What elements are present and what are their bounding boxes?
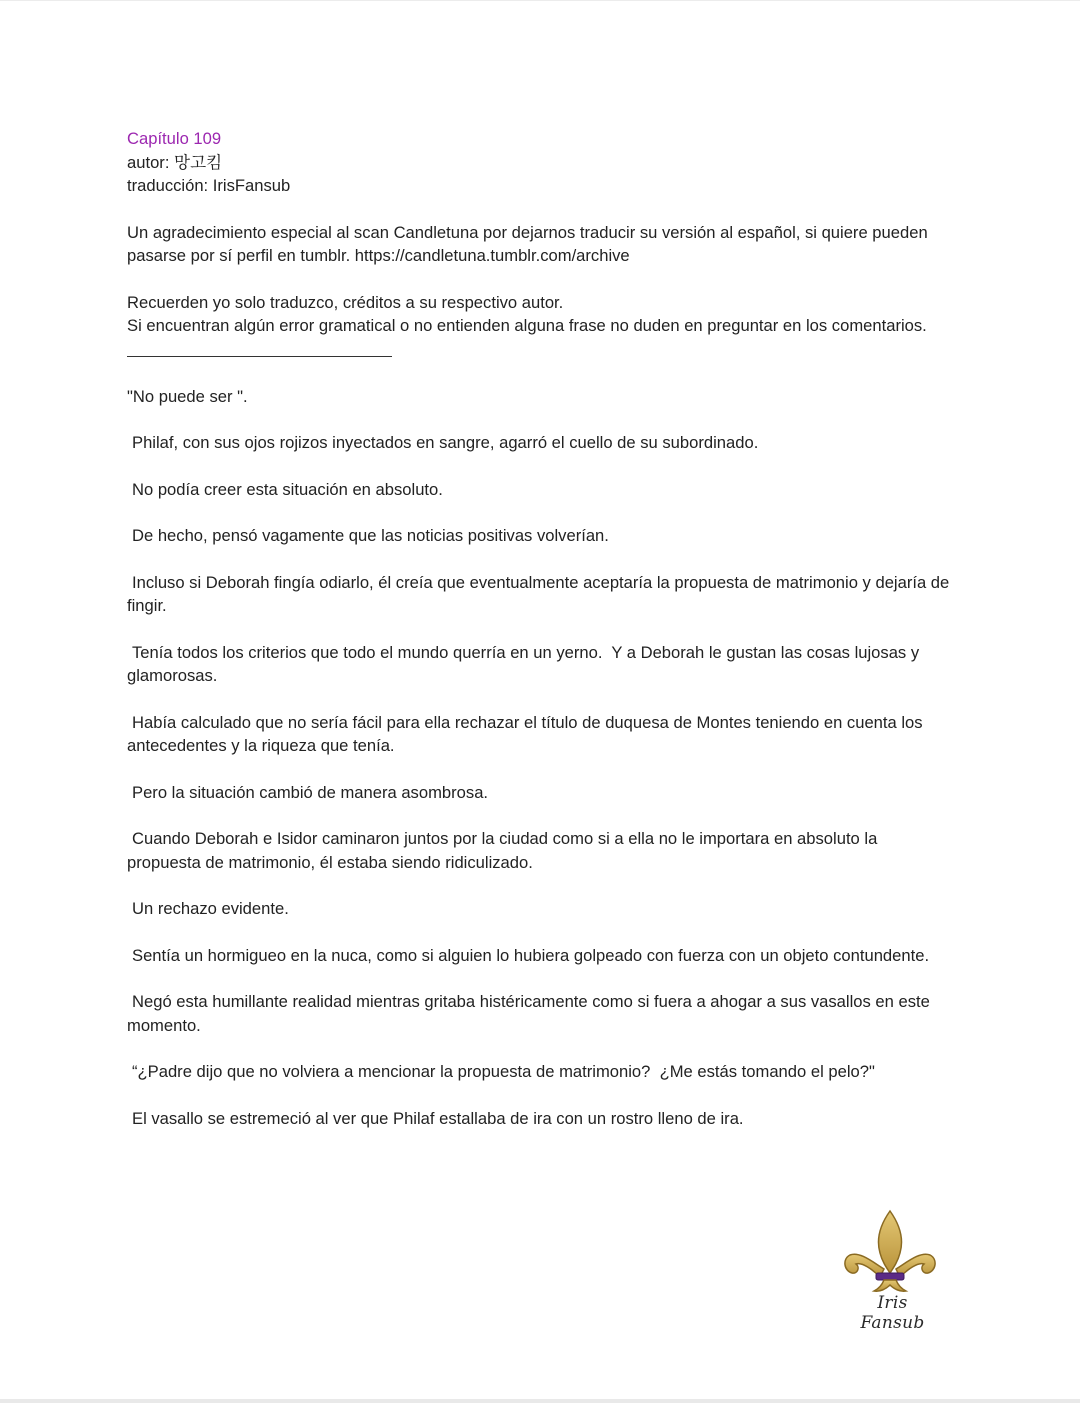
story-paragraph-11-text: Sentía un hormigueo en la nuca, como si alguien lo hubiera golpeado con fuerza con un objeto contundente. [132, 945, 930, 965]
story-paragraph-12 [127, 990, 952, 1037]
separator-rule [127, 356, 392, 357]
story-paragraph-6 [127, 641, 952, 688]
story-paragraph-13: “¿Padre dijo que no volviera a mencionar la propuesta de matrimonio? ¿Me estás tomando el pelo?" [132, 1062, 875, 1081]
story-paragraph-10: Un rechazo evidente. [132, 899, 289, 918]
error-report-line: Si encuentran algún error gramatical o no entienden alguna frase no duden en preguntar en los comentarios. [127, 316, 927, 335]
story-paragraph-11 [127, 944, 952, 968]
story-paragraph-14: El vasallo se estremeció al ver que Philaf estallaba de ira con un rostro lleno de ira. [132, 1108, 744, 1128]
story-paragraph-5-text: Incluso si Deborah fingía odiarlo, él creía que eventualmente aceptaría la propuesta de matrimonio y dejaría de fingir. [127, 572, 954, 615]
story-paragraph-1: "No puede ser ". [127, 386, 248, 406]
story-paragraph-7 [127, 711, 952, 758]
author-line: autor: 망고킴 [127, 152, 223, 172]
thanks-paragraph: Un agradecimiento especial al scan Candletuna por dejarnos traducir su versión al español, si quiere pueden pasarse por sí perfil en tumblr. https://candletuna.tumblr.com/archive [127, 222, 933, 265]
story-paragraph-9 [127, 827, 952, 874]
story-paragraph-6-text: Tenía todos los criterios que todo el mundo querría en un yerno. Y a Deborah le gustan las cosas lujosas y glamorosas. [127, 642, 924, 685]
logo-text: Iris Fansub [860, 1293, 925, 1333]
story-paragraph-7-text: Había calculado que no sería fácil para ella rechazar el título de duquesa de Montes teniendo en cuenta los antecedentes y la riqueza que tenía. [127, 712, 928, 755]
story-paragraph-12-text: Negó esta humillante realidad mientras gritaba histéricamente como si fuera a ahogar a sus vasallos en este momento. [127, 992, 935, 1035]
story-paragraph-4: De hecho, pensó vagamente que las noticias positivas volverían. [132, 526, 609, 545]
page-bottom-edge [0, 1399, 1080, 1403]
story-paragraph-8: Pero la situación cambió de manera asombrosa. [132, 782, 489, 802]
story-paragraph-5 [127, 571, 952, 618]
credits-line: Recuerden yo solo traduzco, créditos a su respectivo autor. [127, 292, 564, 312]
document-body [127, 127, 952, 1130]
translation-line: traducción: IrisFansub [127, 176, 291, 195]
story-paragraph-9-text: Cuando Deborah e Isidor caminaron juntos por la ciudad como si a ella no le importara en absoluto la propuesta de matrimonio, él estaba siendo ridiculizado. [127, 829, 882, 872]
story-paragraph-3: No podía creer esta situación en absoluto. [132, 479, 443, 499]
chapter-title: Capítulo 109 [127, 129, 222, 148]
story-paragraph-2: Philaf, con sus ojos rojizos inyectados en sangre, agarró el cuello de su subordinado. [132, 433, 759, 452]
